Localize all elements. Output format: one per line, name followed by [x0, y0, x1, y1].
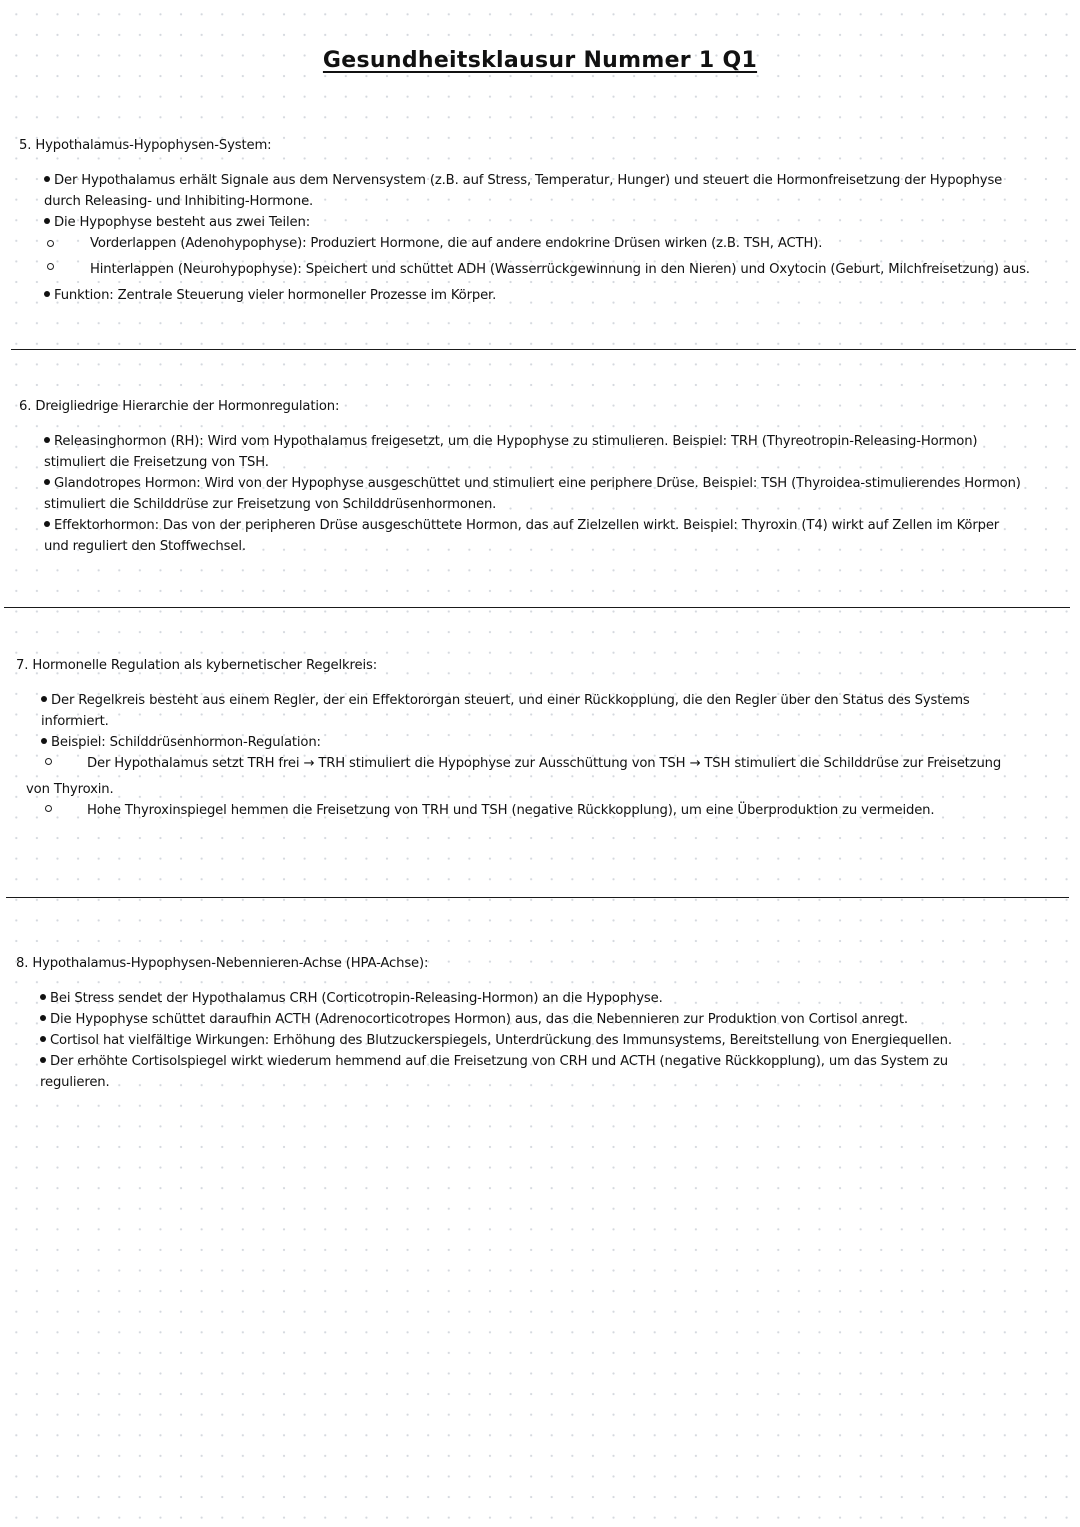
list-item: Beispiel: Schilddrüsenhormon-Regulation:: [41, 732, 970, 753]
list-item: Releasinghormon (RH): Wird vom Hypothalamus freigesetzt, um die Hypophyse zu stimulieren. Beispiel: TRH (Thyreotropin-Releasing-Hormon): [44, 431, 1021, 452]
section-7-heading: 7. Hormonelle Regulation als kybernetischer Regelkreis:: [16, 658, 377, 673]
bullet-icon: [44, 176, 50, 182]
sub-list-item: Vorderlappen (Adenohypophyse): Produziert Hormone, die auf andere endokrine Drüsen wirken (z.B. TSH, ACTH).: [19, 233, 1002, 259]
list-item: Die Hypophyse besteht aus zwei Teilen:: [44, 212, 1002, 233]
section-8-heading: 8. Hypothalamus-Hypophysen-Nebennieren-Achse (HPA-Achse):: [16, 956, 429, 971]
bullet-icon: [41, 738, 47, 744]
bullet-icon: [44, 218, 50, 224]
list-item-continuation: stimuliert die Freisetzung von TSH.: [44, 455, 269, 470]
list-item: Der Regelkreis besteht aus einem Regler, der ein Effektororgan steuert, und einer Rückkopplung, die den Regler über den Status des Systems: [41, 690, 970, 711]
list-item: Cortisol hat vielfältige Wirkungen: Erhöhung des Blutzuckerspiegels, Unterdrückung des Immunsystems, Bereitstellung von Energiequellen.: [40, 1030, 952, 1051]
page-title: [0, 48, 1080, 73]
bullet-icon: [40, 1036, 46, 1042]
section-6: [19, 396, 1021, 557]
bullet-icon: [44, 521, 50, 527]
circle-bullet-icon: [45, 758, 52, 765]
list-item: Der erhöhte Cortisolspiegel wirkt wiederum hemmend auf die Freisetzung von CRH und ACTH (negative Rückkopplung), um das System zu: [40, 1051, 952, 1072]
bullet-icon: [44, 291, 50, 297]
list-item: Glandotropes Hormon: Wird von der Hypophyse ausgeschüttet und stimuliert eine periphere Drüse. Beispiel: TSH (Thyroidea-stimulierendes Hormon): [44, 473, 1021, 494]
list-item-continuation: informiert.: [41, 714, 109, 729]
section-6-heading: 6. Dreigliedrige Hierarchie der Hormonregulation:: [19, 399, 340, 414]
circle-bullet-icon: [45, 805, 52, 812]
section-5-heading: 5. Hypothalamus-Hypophysen-System:: [19, 138, 272, 153]
list-item: Bei Stress sendet der Hypothalamus CRH (Corticotropin-Releasing-Hormon) an die Hypophyse.: [40, 988, 952, 1009]
section-divider: [11, 349, 1076, 350]
section-8: [16, 953, 952, 1093]
sub-list-item: Hohe Thyroxinspiegel hemmen die Freisetzung von TRH und TSH (negative Rückkopplung), um eine Überproduktion zu vermeiden.: [16, 800, 970, 826]
list-item: Der Hypothalamus erhält Signale aus dem Nervensystem (z.B. auf Stress, Temperatur, Hunger) und steuert die Hormonfreisetzung der Hypophyse: [44, 170, 1002, 191]
sub-list-item: Der Hypothalamus setzt TRH frei → TRH stimuliert die Hypophyse zur Ausschüttung von TSH → TSH stimuliert die Schilddrüse zur Freisetzung: [16, 753, 970, 779]
bullet-icon: [40, 1015, 46, 1021]
sub-list-item-continuation: von Thyroxin.: [26, 782, 114, 797]
list-item: Die Hypophyse schüttet daraufhin ACTH (Adrenocorticotropes Hormon) aus, das die Nebennieren zur Produktion von Cortisol anregt.: [40, 1009, 952, 1030]
list-item-continuation: durch Releasing- und Inhibiting-Hormone.: [44, 194, 314, 209]
bullet-icon: [41, 696, 47, 702]
bullet-icon: [44, 437, 50, 443]
sub-list-item: Hinterlappen (Neurohypophyse): Speichert und schüttet ADH (Wasserrückgewinnung in den Nieren) und Oxytocin (Geburt, Milchfreisetzung) aus.: [19, 259, 1002, 285]
section-divider: [4, 607, 1070, 608]
list-item-continuation: und reguliert den Stoffwechsel.: [44, 539, 246, 554]
section-5: [19, 135, 1030, 306]
bullet-icon: [44, 479, 50, 485]
circle-bullet-icon: [47, 263, 54, 270]
circle-bullet-icon: [47, 240, 54, 247]
list-item: Funktion: Zentrale Steuerung vieler hormoneller Prozesse im Körper.: [44, 285, 1002, 306]
list-item-continuation: regulieren.: [40, 1075, 110, 1090]
section-divider: [6, 897, 1069, 898]
list-item: Effektorhormon: Das von der peripheren Drüse ausgeschüttete Hormon, das auf Zielzellen wirkt. Beispiel: Thyroxin (T4) wirkt auf Zellen im Körper: [44, 515, 1021, 536]
page-title-text: Gesundheitsklausur Nummer 1 Q1: [322, 48, 758, 73]
list-item-continuation: stimuliert die Schilddrüse zur Freisetzung von Schilddrüsenhormonen.: [44, 497, 497, 512]
section-7: [16, 655, 1002, 826]
bullet-icon: [40, 994, 46, 1000]
bullet-icon: [40, 1057, 46, 1063]
